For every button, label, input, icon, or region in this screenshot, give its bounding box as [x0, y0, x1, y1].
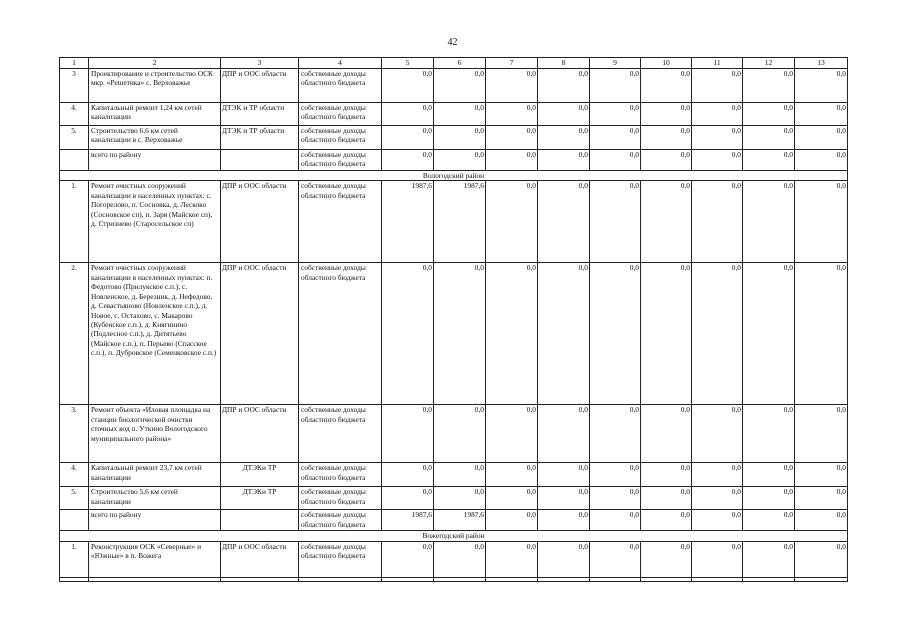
header-cell: 13	[795, 58, 848, 69]
value-cell: 0,0	[795, 102, 848, 125]
executor-cell	[221, 510, 299, 531]
executor-cell: ДПР и ООС области	[221, 181, 299, 263]
executor-cell: ДПР и ООС области	[221, 541, 299, 577]
value-cell: 0,0	[538, 125, 590, 149]
funding-source-cell: собственные доходы областного бюджета	[299, 68, 382, 102]
value-cell: 0,0	[434, 149, 486, 170]
row-number-cell: 3.	[60, 405, 89, 463]
value-cell: 0,0	[692, 541, 743, 577]
item-name-cell: Ремонт объекта «Иловая площадка на станции биологической очистки сточных вод п. Уткино Вологодского муниципального района»	[89, 405, 221, 463]
value-cell: 0,0	[486, 68, 538, 102]
value-cell: 0,0	[795, 125, 848, 149]
value-cell: 0,0	[382, 149, 434, 170]
value-cell: 0,0	[382, 463, 434, 487]
blank-cell	[795, 577, 848, 581]
value-cell: 0,0	[538, 263, 590, 405]
table-row	[60, 102, 848, 125]
header-cell: 8	[538, 58, 590, 69]
blank-cell	[486, 577, 538, 581]
value-cell: 0,0	[538, 541, 590, 577]
value-cell: 0,0	[486, 149, 538, 170]
budget-table	[59, 57, 848, 582]
table-row	[60, 541, 848, 577]
value-cell: 0,0	[692, 149, 743, 170]
row-number-cell: 5.	[60, 487, 89, 510]
value-cell: 0,0	[434, 463, 486, 487]
blank-cell	[382, 577, 434, 581]
value-cell: 0,0	[382, 68, 434, 102]
header-row	[60, 58, 848, 69]
value-cell: 0,0	[641, 405, 692, 463]
executor-cell: ДПР и ООС области	[221, 68, 299, 102]
table-row	[60, 181, 848, 263]
value-cell: 0,0	[641, 463, 692, 487]
value-cell: 1987,6	[382, 181, 434, 263]
executor-cell: ДТЭК и ТР области	[221, 125, 299, 149]
blank-row	[60, 577, 848, 581]
header-cell: 4	[299, 58, 382, 69]
blank-cell	[641, 577, 692, 581]
table-row	[60, 487, 848, 510]
value-cell: 0,0	[641, 487, 692, 510]
funding-source-cell: собственные доходы областного бюджета	[299, 541, 382, 577]
value-cell: 0,0	[692, 463, 743, 487]
value-cell: 0,0	[590, 405, 641, 463]
value-cell: 0,0	[382, 405, 434, 463]
table-row	[60, 149, 848, 170]
value-cell: 0,0	[590, 541, 641, 577]
value-cell: 0,0	[795, 181, 848, 263]
value-cell: 0,0	[590, 149, 641, 170]
executor-cell: ДПР и ООС области	[221, 263, 299, 405]
value-cell: 0,0	[795, 510, 848, 531]
value-cell: 0,0	[538, 463, 590, 487]
value-cell: 0,0	[434, 487, 486, 510]
value-cell: 0,0	[692, 68, 743, 102]
item-name-cell: Ремонт очистных сооружений канализации в населенных пунктах: п. Федотово (Прилукское с.п.), с. Новленское, д. Березник, д. Нефедово, д. Севастьяново (Новленское с.п.), д. Новое, с. Остахово, с. Макарово (Кубенское с.п.), д. Княгинино (Подлесное с.п.), д. Дитятьево (Майское с.п.), п. Перьево (Спасское с.п.), п. Дубровское (Семенковское с.п.)	[89, 263, 221, 405]
value-cell: 0,0	[590, 263, 641, 405]
blank-cell	[692, 577, 743, 581]
executor-cell	[221, 149, 299, 170]
value-cell: 0,0	[590, 463, 641, 487]
value-cell: 0,0	[641, 181, 692, 263]
value-cell: 0,0	[434, 68, 486, 102]
value-cell: 0,0	[486, 463, 538, 487]
value-cell: 1987,6	[434, 510, 486, 531]
blank-cell	[89, 577, 221, 581]
value-cell: 0,0	[590, 510, 641, 531]
value-cell: 0,0	[692, 405, 743, 463]
value-cell: 0,0	[434, 125, 486, 149]
row-number-cell: 4.	[60, 102, 89, 125]
value-cell: 0,0	[692, 125, 743, 149]
item-name-cell: Ремонт очистных сооружений канализации в населенных пунктах: с. Погорелово, п. Сосновка, д. Лесково (Сосновское сп), п. Заря (Майское сп), д. Стризнево (Старосельское сп)	[89, 181, 221, 263]
page-number: 42	[447, 37, 458, 48]
item-name-cell: Строительство 6,6 км сетей канализации в с. Верховажье	[89, 125, 221, 149]
table-row	[60, 263, 848, 405]
value-cell: 0,0	[641, 541, 692, 577]
value-cell: 0,0	[743, 149, 795, 170]
blank-cell	[299, 577, 382, 581]
table-row	[60, 463, 848, 487]
executor-cell: ДТЭКи ТР	[221, 463, 299, 487]
value-cell: 0,0	[538, 405, 590, 463]
value-cell: 0,0	[641, 263, 692, 405]
funding-source-cell: собственные доходы областного бюджета	[299, 263, 382, 405]
item-name-cell: Капитальный ремонт 23,7 км сетей канализации	[89, 463, 221, 487]
row-number-cell	[60, 510, 89, 531]
row-number-cell: 2.	[60, 263, 89, 405]
funding-source-cell: собственные доходы областного бюджета	[299, 181, 382, 263]
district-row	[60, 531, 848, 541]
value-cell: 0,0	[382, 487, 434, 510]
blank-cell	[538, 577, 590, 581]
value-cell: 0,0	[743, 487, 795, 510]
table-row	[60, 125, 848, 149]
value-cell: 0,0	[743, 541, 795, 577]
header-cell: 2	[89, 58, 221, 69]
value-cell: 0,0	[486, 263, 538, 405]
value-cell: 0,0	[795, 463, 848, 487]
value-cell: 0,0	[795, 68, 848, 102]
funding-source-cell: собственные доходы областного бюджета	[299, 405, 382, 463]
funding-source-cell: собственные доходы областного бюджета	[299, 102, 382, 125]
value-cell: 0,0	[692, 263, 743, 405]
value-cell: 0,0	[538, 149, 590, 170]
value-cell: 0,0	[641, 149, 692, 170]
item-name-cell: всего по району	[89, 149, 221, 170]
value-cell: 0,0	[434, 102, 486, 125]
value-cell: 0,0	[486, 405, 538, 463]
value-cell: 0,0	[743, 263, 795, 405]
funding-source-cell: собственные доходы областного бюджета	[299, 510, 382, 531]
item-name-cell: всего по району	[89, 510, 221, 531]
header-cell: 5	[382, 58, 434, 69]
value-cell: 0,0	[795, 405, 848, 463]
value-cell: 0,0	[692, 510, 743, 531]
value-cell: 0,0	[382, 541, 434, 577]
value-cell: 0,0	[486, 487, 538, 510]
value-cell: 0,0	[743, 463, 795, 487]
value-cell: 0,0	[434, 541, 486, 577]
value-cell: 1987,6	[382, 510, 434, 531]
row-number-cell: 3	[60, 68, 89, 102]
funding-source-cell: собственные доходы областного бюджета	[299, 487, 382, 510]
blank-cell	[221, 577, 299, 581]
value-cell: 0,0	[590, 68, 641, 102]
header-cell: 9	[590, 58, 641, 69]
blank-cell	[743, 577, 795, 581]
district-label: Вожегодский район	[60, 531, 848, 541]
row-number-cell: 4.	[60, 463, 89, 487]
value-cell: 0,0	[538, 487, 590, 510]
district-row	[60, 170, 848, 180]
row-number-cell	[60, 149, 89, 170]
value-cell: 0,0	[486, 510, 538, 531]
district-label: Вологодский район	[60, 170, 848, 180]
value-cell: 0,0	[795, 541, 848, 577]
executor-cell: ДПР и ООС области	[221, 405, 299, 463]
blank-cell	[590, 577, 641, 581]
header-cell: 10	[641, 58, 692, 69]
value-cell: 0,0	[538, 181, 590, 263]
funding-source-cell: собственные доходы областного бюджета	[299, 149, 382, 170]
value-cell: 0,0	[486, 181, 538, 263]
value-cell: 0,0	[641, 68, 692, 102]
value-cell: 0,0	[692, 181, 743, 263]
table-row	[60, 510, 848, 531]
value-cell: 0,0	[590, 102, 641, 125]
blank-cell	[434, 577, 486, 581]
item-name-cell: Капитальный ремонт 1,24 км сетей канализации	[89, 102, 221, 125]
value-cell: 0,0	[743, 181, 795, 263]
value-cell: 0,0	[795, 487, 848, 510]
header-cell: 11	[692, 58, 743, 69]
value-cell: 0,0	[795, 263, 848, 405]
executor-cell: ДТЭКи ТР	[221, 487, 299, 510]
table-row	[60, 68, 848, 102]
value-cell: 0,0	[538, 510, 590, 531]
value-cell: 0,0	[590, 487, 641, 510]
table-row	[60, 405, 848, 463]
value-cell: 0,0	[743, 102, 795, 125]
header-cell: 3	[221, 58, 299, 69]
value-cell: 0,0	[795, 149, 848, 170]
value-cell: 0,0	[743, 125, 795, 149]
value-cell: 0,0	[538, 102, 590, 125]
value-cell: 0,0	[538, 68, 590, 102]
value-cell: 0,0	[692, 102, 743, 125]
value-cell: 0,0	[382, 102, 434, 125]
value-cell: 0,0	[641, 125, 692, 149]
header-cell: 12	[743, 58, 795, 69]
row-number-cell: 5.	[60, 125, 89, 149]
header-cell: 6	[434, 58, 486, 69]
blank-cell	[60, 577, 89, 581]
value-cell: 0,0	[692, 487, 743, 510]
value-cell: 0,0	[590, 181, 641, 263]
funding-source-cell: собственные доходы областного бюджета	[299, 463, 382, 487]
value-cell: 0,0	[434, 263, 486, 405]
header-cell: 7	[486, 58, 538, 69]
value-cell: 0,0	[382, 263, 434, 405]
value-cell: 0,0	[486, 102, 538, 125]
item-name-cell: Строительство 5,6 км сетей канализации	[89, 487, 221, 510]
value-cell: 0,0	[743, 68, 795, 102]
value-cell: 0,0	[641, 102, 692, 125]
value-cell: 0,0	[590, 125, 641, 149]
row-number-cell: 1.	[60, 181, 89, 263]
value-cell: 0,0	[486, 125, 538, 149]
value-cell: 0,0	[486, 541, 538, 577]
value-cell: 0,0	[743, 510, 795, 531]
value-cell: 0,0	[641, 510, 692, 531]
item-name-cell: Реконструкция ОСК «Северные» и «Южные» в п. Вожега	[89, 541, 221, 577]
executor-cell: ДТЭК и ТР области	[221, 102, 299, 125]
value-cell: 1987,6	[434, 181, 486, 263]
value-cell: 0,0	[382, 125, 434, 149]
header-cell: 1	[60, 58, 89, 69]
value-cell: 0,0	[743, 405, 795, 463]
row-number-cell: 1.	[60, 541, 89, 577]
item-name-cell: Проектирование и строительство ОСК мкр. «Решетика» с. Верховажье	[89, 68, 221, 102]
value-cell: 0,0	[434, 405, 486, 463]
funding-source-cell: собственные доходы областного бюджета	[299, 125, 382, 149]
